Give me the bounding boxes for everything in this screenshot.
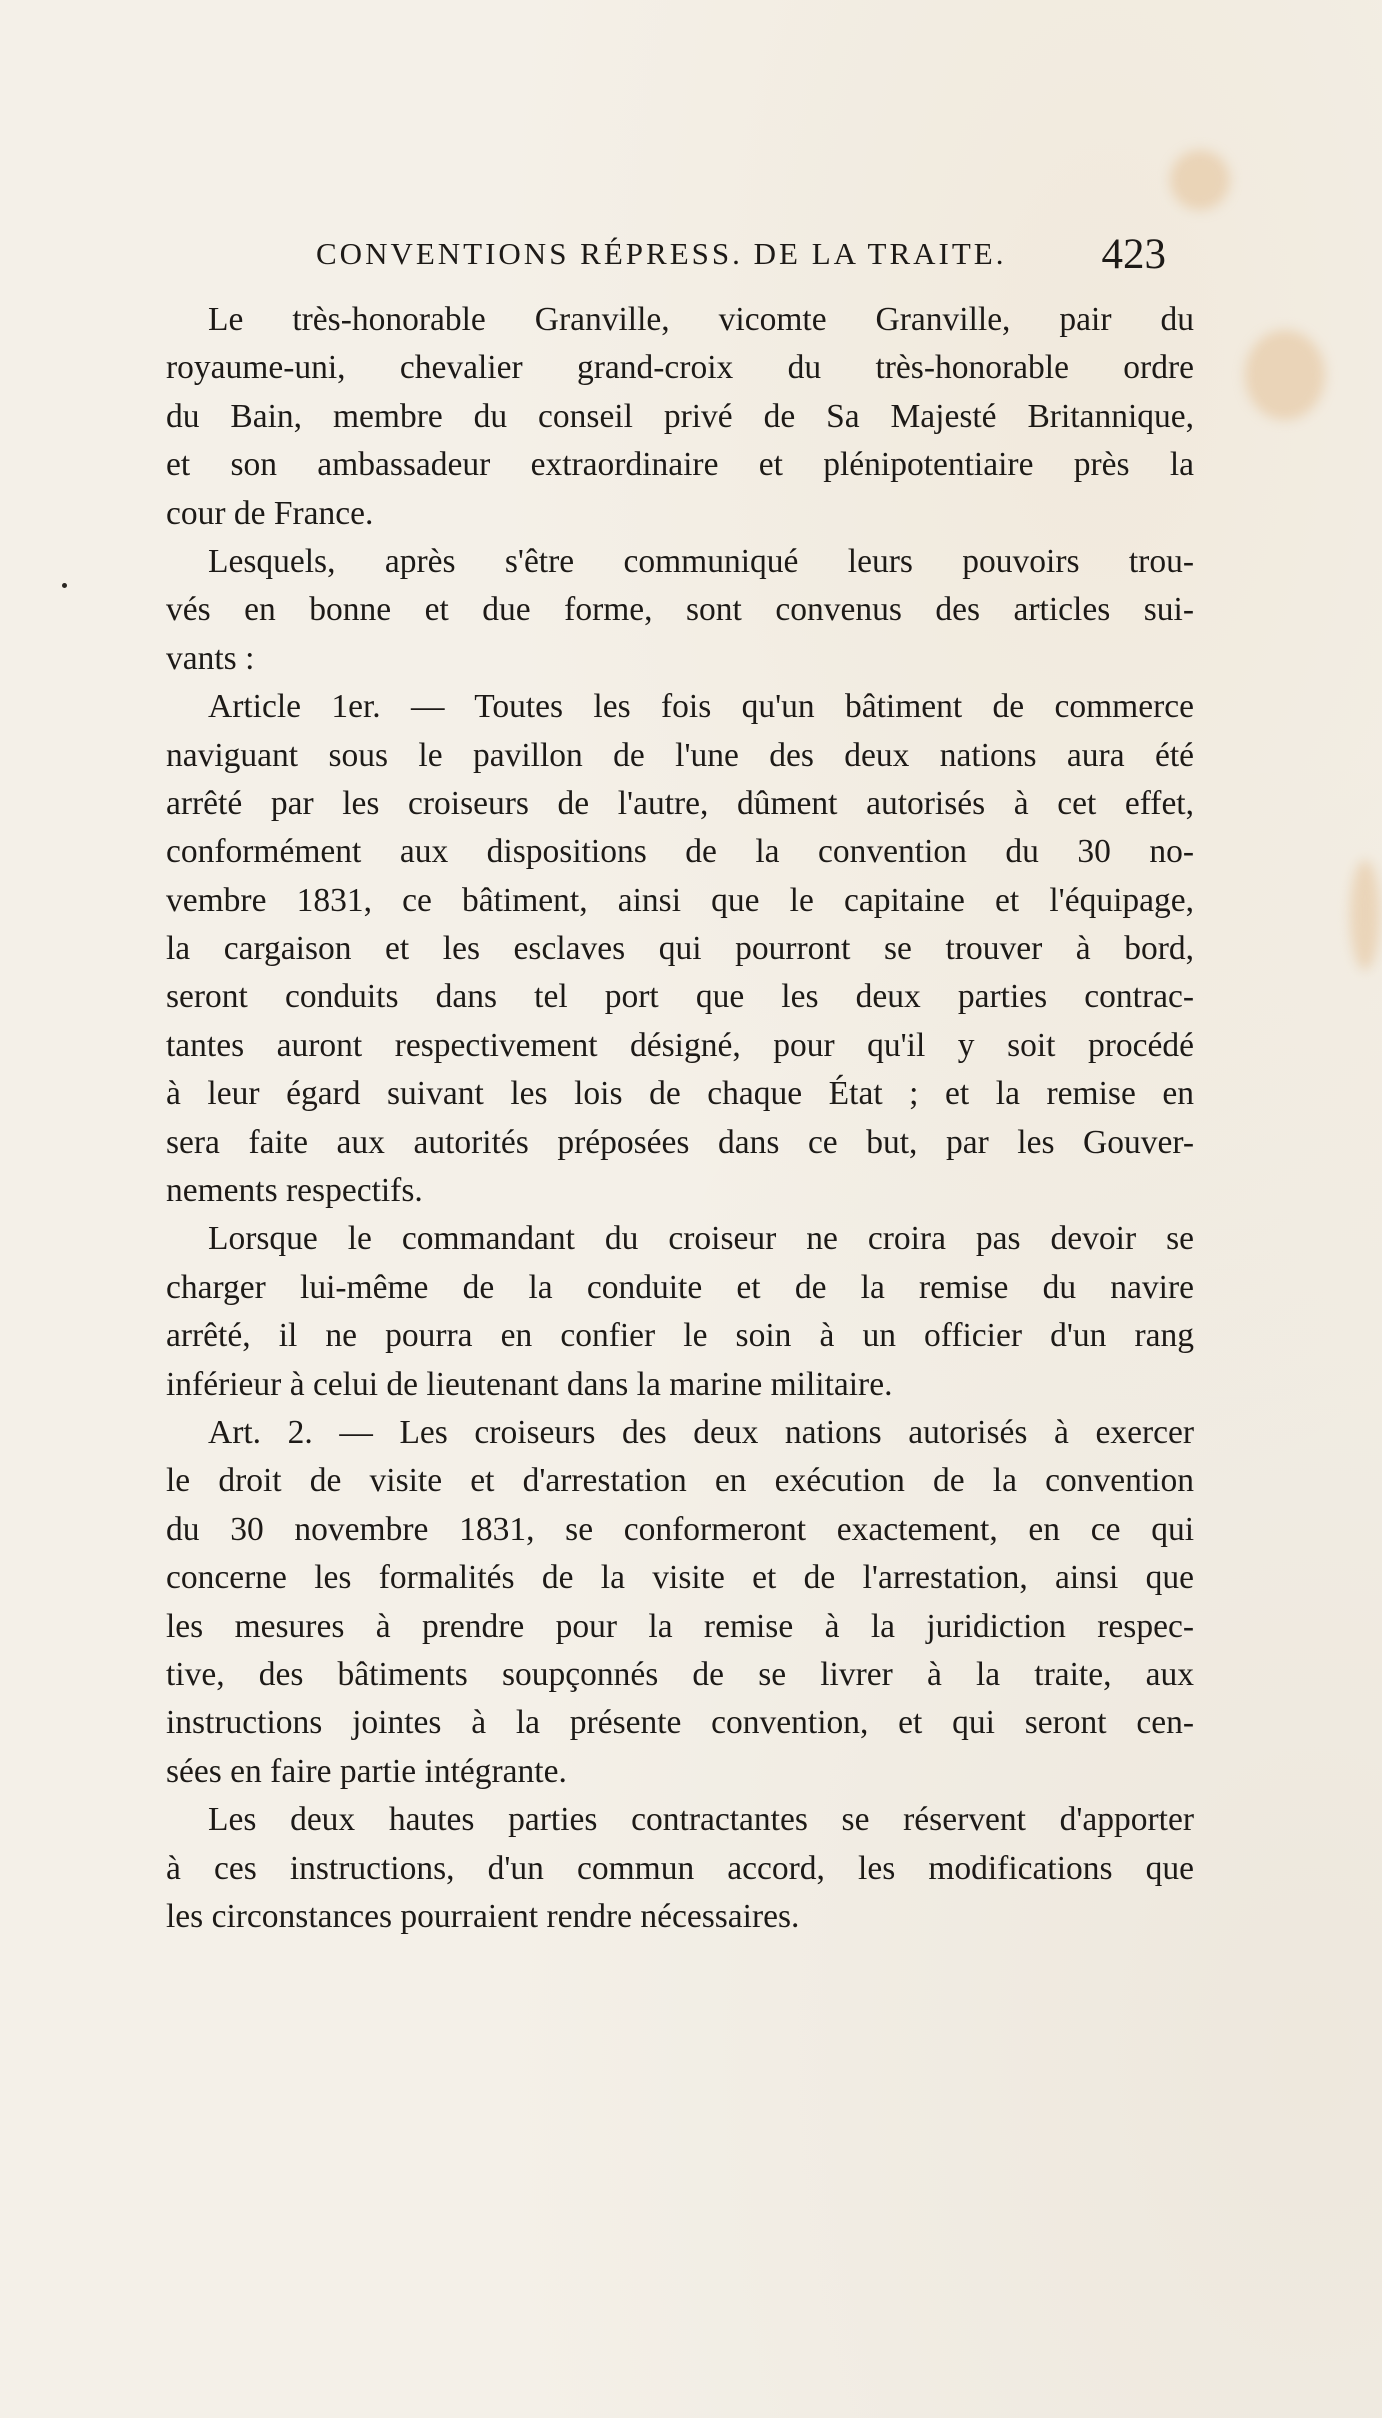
- text-line: Lorsque le commandant du croiseur ne croira pas devoir se: [208, 1220, 1194, 1258]
- body-text: [166, 296, 1194, 1941]
- text-line: instructions jointes à la présente convention, et qui seront cen-: [166, 1704, 1194, 1742]
- text-line: naviguant sous le pavillon de l'une des deux nations aura été: [166, 736, 1194, 774]
- text-line: nements respectifs.: [166, 1172, 423, 1210]
- text-line: tantes auront respectivement désigné, pour qu'il y soit procédé: [166, 1026, 1194, 1064]
- text-line: Le très-honorable Granville, vicomte Granville, pair du: [208, 301, 1194, 338]
- text-line: la cargaison et les esclaves qui pourront se trouver à bord,: [166, 930, 1194, 968]
- paper-stain: [1245, 330, 1325, 420]
- paper-stain: [1170, 150, 1230, 210]
- text-line: inférieur à celui de lieutenant dans la marine militaire.: [166, 1365, 893, 1403]
- text-line: concerne les formalités de la visite et de l'arrestation, ainsi que: [166, 1559, 1194, 1597]
- margin-mark: [62, 583, 67, 588]
- text-line: seront conduits dans tel port que les deux parties contrac-: [166, 978, 1194, 1016]
- text-line: vants :: [166, 639, 255, 677]
- page-header: [316, 230, 1166, 280]
- text-line: à ces instructions, d'un commun accord, les modifications que: [166, 1849, 1194, 1887]
- text-line: sées en faire partie intégrante.: [166, 1752, 567, 1790]
- text-line: du 30 novembre 1831, se conformeront exactement, en ce qui: [166, 1510, 1194, 1548]
- text-line: arrêté par les croiseurs de l'autre, dûment autorisés à cet effet,: [166, 784, 1194, 822]
- text-line: les circonstances pourraient rendre nécessaires.: [166, 1897, 800, 1935]
- text-line: arrêté, il ne pourra en confier le soin à un officier d'un rang: [166, 1317, 1194, 1355]
- text-line: vembre 1831, ce bâtiment, ainsi que le capitaine et l'équipage,: [166, 881, 1194, 919]
- text-line: et son ambassadeur extraordinaire et plénipotentiaire près la: [166, 446, 1194, 484]
- text-line: les mesures à prendre pour la remise à la juridiction respec-: [166, 1607, 1194, 1645]
- text-line: tive, des bâtiments soupçonnés de se livrer à la traite, aux: [166, 1655, 1194, 1693]
- page-number: 423: [1101, 231, 1166, 278]
- text-line: le droit de visite et d'arrestation en exécution de la convention: [166, 1462, 1194, 1500]
- text-line: Lesquels, après s'être communiqué leurs pouvoirs trou-: [208, 542, 1194, 580]
- text-line: vés en bonne et due forme, sont convenus des articles sui-: [166, 591, 1194, 629]
- text-line: Art. 2. — Les croiseurs des deux nations autorisés à exercer: [208, 1413, 1194, 1451]
- running-title: CONVENTIONS RÉPRESS. DE LA TRAITE.: [316, 236, 1007, 271]
- text-line: Article 1er. — Toutes les fois qu'un bâtiment de commerce: [208, 688, 1194, 726]
- text-line: sera faite aux autorités préposées dans ce but, par les Gouver-: [166, 1123, 1194, 1161]
- text-line: royaume-uni, chevalier grand-croix du très-honorable ordre: [166, 349, 1194, 387]
- text-line: du Bain, membre du conseil privé de Sa Majesté Britannique,: [166, 397, 1194, 435]
- paper-stain: [1350, 860, 1380, 970]
- text-line: à leur égard suivant les lois de chaque État ; et la remise en: [166, 1075, 1194, 1113]
- text-line: conformément aux dispositions de la convention du 30 no-: [166, 833, 1194, 871]
- text-line: charger lui-même de la conduite et de la remise du navire: [166, 1268, 1194, 1306]
- text-line: Les deux hautes parties contractantes se réservent d'apporter: [208, 1801, 1194, 1839]
- text-line: cour de France.: [166, 494, 374, 532]
